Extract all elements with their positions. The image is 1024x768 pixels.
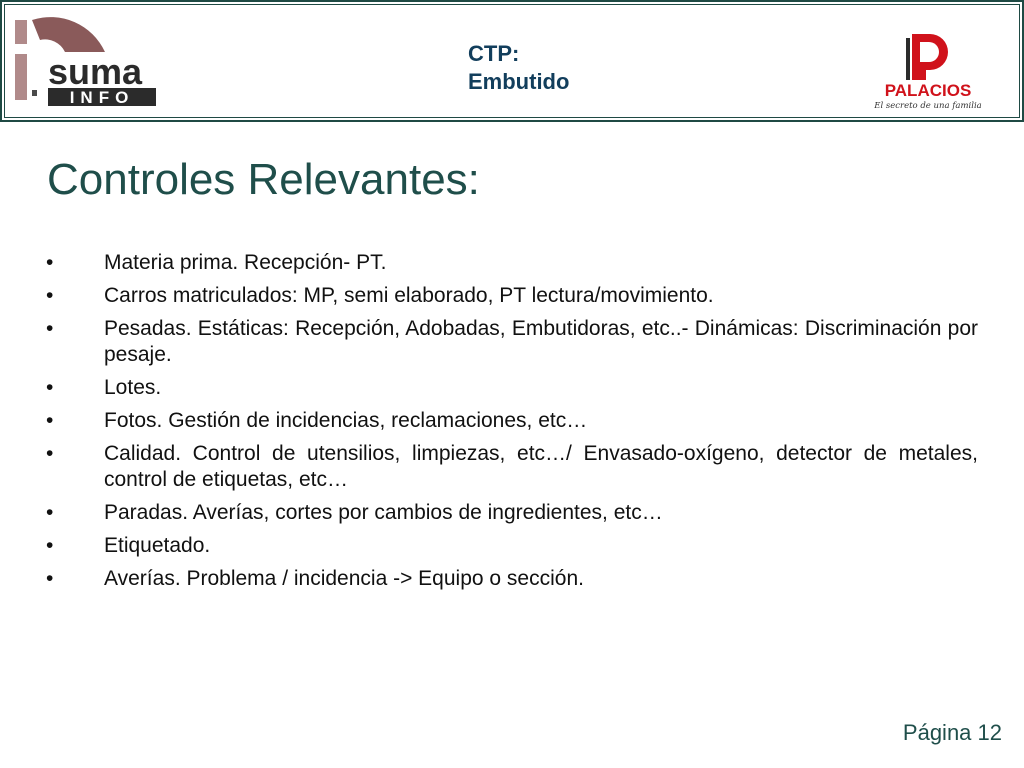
- slide-title: Controles Relevantes:: [47, 155, 480, 204]
- header-title-line-1: CTP:: [468, 41, 520, 66]
- bullet-dot: •: [46, 567, 54, 590]
- bullet-item: [46, 533, 978, 559]
- bullet-dot: •: [46, 501, 54, 524]
- bullet-item: [46, 283, 978, 309]
- bullet-dot: •: [46, 376, 54, 399]
- palacios-slogan: El secreto de una familia: [874, 101, 982, 111]
- bullet-text: Pesadas. Estáticas: Recepción, Adobadas, Embutidoras, etc..- Dinámicas: Discriminación por pesaje.: [104, 317, 978, 366]
- header-title-line-2: Embutido: [468, 69, 570, 94]
- bullet-text: Averías. Problema / incidencia -> Equipo o sección.: [104, 567, 584, 590]
- logo-info-text: INFO: [69, 88, 135, 107]
- bullet-item: [46, 375, 978, 401]
- palacios-name: PALACIOS: [884, 81, 972, 100]
- bullet-text: Etiquetado.: [104, 534, 211, 557]
- bullet-item: [46, 441, 978, 493]
- bullet-dot: •: [46, 409, 54, 432]
- header-title: [468, 40, 569, 96]
- bullet-text: Paradas. Averías, cortes por cambios de ingredientes, etc…: [104, 501, 663, 524]
- bullet-text: Carros matriculados: MP, semi elaborado, PT lectura/movimiento.: [104, 284, 714, 307]
- bullet-text: Calidad. Control de utensilios, limpiezas, etc…/ Envasado-oxígeno, detector de metales, control de etiquetas, etc…: [104, 442, 978, 491]
- bullet-text: Lotes.: [104, 376, 162, 399]
- bullet-item: [46, 316, 978, 368]
- bullet-dot: •: [46, 284, 54, 307]
- bullet-dot: •: [46, 442, 54, 465]
- bullet-dot: •: [46, 534, 54, 557]
- page-number: Página 12: [902, 720, 1002, 745]
- bullet-list: [46, 250, 978, 599]
- suma-info-logo: [10, 12, 160, 112]
- bullet-item: [46, 566, 978, 592]
- logo-suma-text: suma: [48, 51, 143, 92]
- slide-header: [0, 0, 1024, 122]
- bullet-text: Materia prima. Recepción- PT.: [104, 251, 387, 274]
- bullet-text: Fotos. Gestión de incidencias, reclamaciones, etc…: [104, 409, 588, 432]
- bullet-item: [46, 250, 978, 276]
- bullet-item: [46, 500, 978, 526]
- bullet-item: [46, 408, 978, 434]
- bullet-dot: •: [46, 251, 54, 274]
- palacios-logo: [868, 28, 988, 112]
- bullet-dot: •: [46, 317, 54, 340]
